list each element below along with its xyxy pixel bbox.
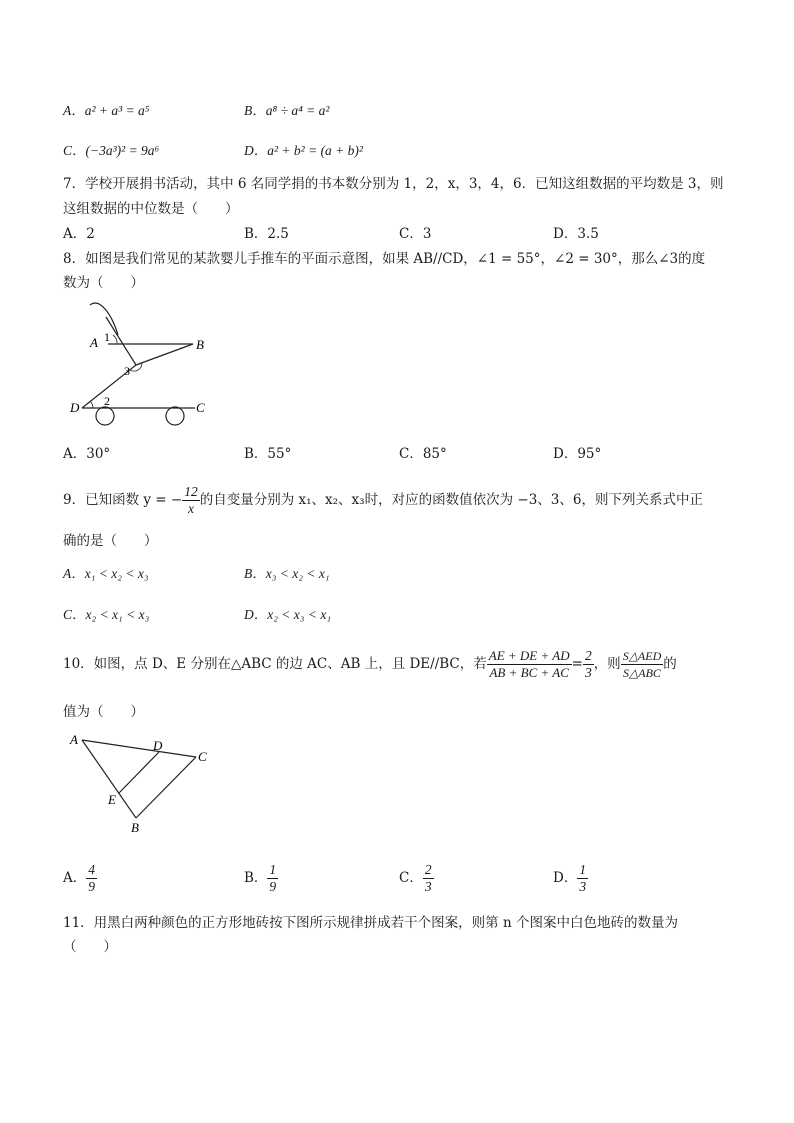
q10-option-a[interactable] bbox=[63, 860, 97, 896]
q8-option-c[interactable]: C．85° bbox=[399, 446, 447, 462]
q8-angle-2: 2 bbox=[104, 394, 110, 408]
q5-option-d[interactable]: D．a² + b² = (a + b)² bbox=[244, 143, 363, 158]
q7-stem-line2: 这组数据的中位数是（ ） bbox=[63, 201, 239, 217]
q10-stem-line1 bbox=[63, 644, 677, 684]
q10-stem-line2: 值为（ ） bbox=[63, 704, 144, 720]
q9-option-a[interactable]: A．x₁ < x₂ < x₃ bbox=[63, 566, 149, 581]
q8-stem-line1: 8．如图是我们常见的某款婴儿手推车的平面示意图，如果 AB//CD，∠1 = 55°，∠2 = 30°，那么∠3的度 bbox=[63, 251, 706, 267]
q10-option-c-den: 3 bbox=[424, 879, 432, 894]
q8-option-d[interactable]: D．95° bbox=[553, 446, 602, 462]
q10-option-d-num: 1 bbox=[579, 862, 587, 877]
q9-stem-line1 bbox=[63, 482, 703, 518]
q10-label-e: E bbox=[108, 792, 116, 807]
q10-stem-post: 的 bbox=[663, 656, 677, 672]
q10-option-b-num: 1 bbox=[269, 862, 277, 877]
q11-stem-line2: （ ） bbox=[63, 939, 117, 955]
q10-option-c-label: C． bbox=[399, 870, 423, 886]
q10-label-b: B bbox=[131, 820, 139, 835]
q10-option-c-fraction bbox=[423, 862, 434, 895]
q9-frac-num: 12 bbox=[184, 484, 198, 499]
q10-value-fraction bbox=[583, 648, 594, 681]
q10-area-fraction bbox=[621, 648, 664, 681]
q10-ratio-fraction bbox=[487, 648, 572, 681]
q9-frac-den: x bbox=[187, 501, 194, 516]
q9-stem-pre: 9．已知函数 y = − bbox=[63, 492, 183, 508]
q10-option-b-den: 9 bbox=[269, 879, 277, 894]
q10-value-num: 2 bbox=[584, 648, 592, 663]
q10-option-d[interactable] bbox=[553, 860, 588, 896]
q10-ratio-den: AB + BC + AC bbox=[489, 665, 569, 680]
q10-area-den: S△ABC bbox=[623, 666, 661, 680]
q7-stem-line1: 7．学校开展捐书活动，其中 6 名同学捐的书本数分别为 1，2，x，3，4，6．已知这组数据的平均数是 3，则 bbox=[63, 176, 724, 192]
q7-option-a[interactable]: A．2 bbox=[63, 226, 95, 242]
q9-option-d[interactable]: D．x₂ < x₃ < x₁ bbox=[244, 607, 332, 622]
q10-ratio-num: AE + DE + AD bbox=[488, 648, 570, 663]
q8-angle-3: 3 bbox=[124, 364, 130, 378]
q8-label-b: B bbox=[196, 337, 204, 352]
q10-option-c[interactable] bbox=[399, 860, 434, 896]
q5-option-b[interactable]: B．a⁸ ÷ a⁴ = a² bbox=[244, 103, 330, 118]
q10-option-d-den: 3 bbox=[579, 879, 587, 894]
q8-stroller-figure bbox=[60, 295, 235, 430]
q10-option-a-num: 4 bbox=[88, 862, 95, 877]
q10-equals: = bbox=[571, 656, 583, 672]
q10-label-d: D bbox=[153, 738, 163, 753]
q10-option-a-label: A． bbox=[63, 870, 87, 886]
q8-option-b[interactable]: B．55° bbox=[244, 446, 292, 462]
q10-option-b[interactable] bbox=[244, 860, 278, 896]
q7-option-d[interactable]: D．3.5 bbox=[553, 226, 599, 242]
q5-option-a[interactable]: A．a² + a³ = a⁵ bbox=[63, 103, 150, 118]
q5-option-c[interactable]: C．(−3a³)² = 9a⁶ bbox=[63, 143, 160, 158]
q10-option-c-num: 2 bbox=[424, 862, 432, 877]
q8-option-a[interactable]: A．30° bbox=[63, 446, 111, 462]
q9-option-c[interactable]: C．x₂ < x₁ < x₃ bbox=[63, 607, 150, 622]
q10-option-d-fraction bbox=[577, 862, 588, 895]
q10-stem-mid: ，则 bbox=[593, 656, 621, 672]
q10-option-b-label: B． bbox=[244, 870, 268, 886]
q9-stem-line2: 确的是（ ） bbox=[63, 533, 158, 549]
q10-option-a-fraction bbox=[86, 862, 97, 895]
q8-stem-line2: 数为（ ） bbox=[63, 275, 144, 291]
q9-option-b[interactable]: B．x₃ < x₂ < x₁ bbox=[244, 566, 330, 581]
q9-fraction bbox=[182, 484, 200, 517]
q10-label-c: C bbox=[198, 749, 207, 764]
q10-area-num: S△AED bbox=[622, 649, 662, 663]
q8-angle-1: 1 bbox=[104, 330, 110, 344]
q10-triangle-figure bbox=[60, 728, 220, 838]
q9-stem-post: 的自变量分别为 x₁、x₂、x₃时，对应的函数值依次为 −3、3、6，则下列关系式中正 bbox=[199, 492, 703, 508]
q8-label-d: D bbox=[70, 400, 80, 415]
q7-option-b[interactable]: B．2.5 bbox=[244, 226, 289, 242]
q10-value-den: 3 bbox=[584, 665, 592, 680]
q10-label-a: A bbox=[70, 732, 78, 747]
q10-option-d-label: D． bbox=[553, 870, 578, 886]
q8-label-c: C bbox=[196, 400, 205, 415]
q7-option-c[interactable]: C．3 bbox=[399, 226, 432, 242]
q11-stem-line1: 11．用黑白两种颜色的正方形地砖按下图所示规律拼成若干个图案，则第 n 个图案中白色地砖的数量为 bbox=[63, 915, 678, 931]
q10-stem-pre: 10．如图，点 D、E 分别在△ABC 的边 AC、AB 上，且 DE//BC，若 bbox=[63, 656, 487, 672]
q10-option-b-fraction bbox=[267, 862, 278, 895]
q10-option-a-den: 9 bbox=[88, 879, 95, 894]
q8-label-a: A bbox=[90, 335, 98, 350]
